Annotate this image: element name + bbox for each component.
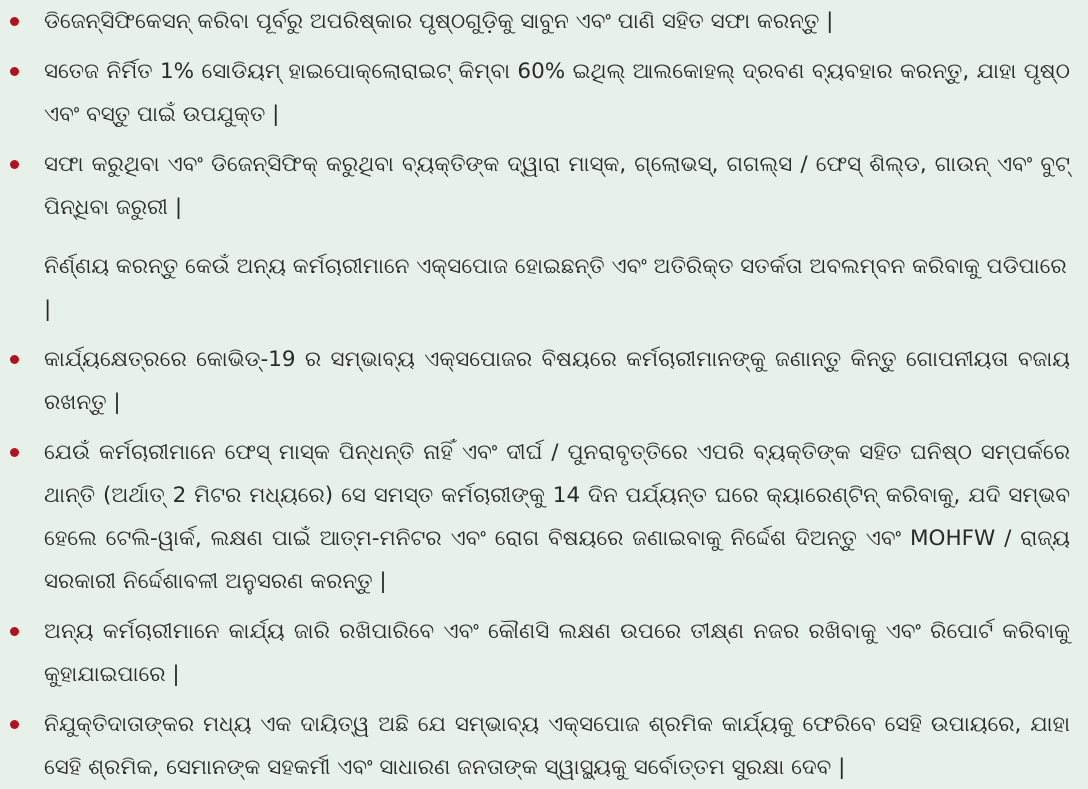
list-item — [10, 338, 1070, 424]
list-item-text: ଅନ୍ୟ କର୍ମଚାରୀମାନେ କାର୍ଯ୍ୟ ଜାରି ରଖିପାରିବେ ଏବଂ କୌଣସି ଲକ୍ଷଣ ଉପରେ ତୀକ୍ଷ୍ଣ ନଜର ରଖିବାକୁ ଏବଂ ରିପୋର୍ଟ କରିବାକୁ କୁହାଯାଇପାରେ | — [44, 619, 1070, 687]
bullet-icon — [10, 67, 19, 76]
list-item-text: ଡିଜେନ୍ସିଫିକେସନ୍ କରିବା ପୂର୍ବରୁ ଅପରିଷ୍କାର ପୃଷ୍ଠଗୁଡ଼ିକୁ ସାବୁନ ଏବଂ ପାଣି ସହିତ ସଫା କରନ୍ତୁ | — [44, 9, 834, 34]
bullet-icon — [10, 355, 19, 364]
list-item — [10, 50, 1070, 136]
list-item — [10, 703, 1070, 789]
bullet-icon — [10, 448, 19, 457]
note-paragraph: ନିର୍ଣ୍ଣୟ କରନ୍ତୁ କେଉଁ ଅନ୍ୟ କର୍ମଚାରୀମାନେ ଏକ୍ସପୋଜ ହୋଇଛନ୍ତି ଏବଂ ଅତିରିକ୍ତ ସତର୍କତା ଅବଲମ୍ବନ କରିବାକୁ ପଡିପାରେ | — [44, 254, 1067, 322]
list-item-text: ସତେଜ ନିର୍ମିତ 1% ସୋଡିୟମ୍ ହାଇପୋକ୍ଲୋରାଇଟ୍ କିମ୍ବା 60% ଇଥିଲ୍ ଆଲକୋହଲ୍ ଦ୍ରବଣ ବ୍ୟବହାର କରନ୍ତୁ, ଯାହା ପୃଷ୍ଠ ଏବଂ ବସ୍ତୁ ପାଇଁ ଉପଯୁକ୍ତ | — [44, 59, 1070, 127]
bullet-list-bottom — [10, 338, 1070, 789]
list-item-text: କାର୍ଯ୍ୟକ୍ଷେତ୍ରରେ କୋଭିଡ୍-19 ର ସମ୍ଭାବ୍ୟ ଏକ୍ସପୋଜର ବିଷୟରେ କର୍ମଚାରୀମାନଙ୍କୁ ଜଣାନ୍ତୁ କିନ୍ତୁ ଗୋପନୀୟତା ବଜାୟ ରଖନ୍ତୁ | — [44, 347, 1070, 415]
bullet-icon — [10, 17, 19, 26]
list-item-text: ନିଯୁକ୍ତିଦାତାଙ୍କର ମଧ୍ୟ ଏକ ଦାୟିତ୍ୱ ଅଛି ଯେ ସମ୍ଭାବ୍ୟ ଏକ୍ସପୋଜ ଶ୍ରମିକ କାର୍ଯ୍ୟକୁ ଫେରିବେ ସେହି ଉପାୟରେ, ଯାହା ସେହି ଶ୍ରମିକ, ସେମାନଙ୍କ ସହକର୍ମୀ ଏବଂ ସାଧାରଣ ଜନତାଙ୍କ ସ୍ୱାସ୍ଥ୍ୟକୁ ସର୍ବୋତ୍ତମ ସୁରକ୍ଷା ଦେବ | — [44, 712, 1070, 780]
list-item — [10, 431, 1070, 603]
list-item — [10, 0, 1070, 43]
list-item-text: ସଫା କରୁଥିବା ଏବଂ ଡିଜେନ୍ସିଫିକ୍ କରୁଥିବା ବ୍ୟକ୍ତିଙ୍କ ଦ୍ୱାରା ମାସ୍କ, ଗ୍ଲୋଭସ୍, ଗଗଲ୍ସ / ଫେସ୍ ଶିଲ୍ଡ, ଗାଉନ୍ ଏବଂ ବୁଟ୍ ପିନ୍ଧିବା ଜରୁରୀ | — [44, 152, 1070, 220]
list-item — [10, 610, 1070, 696]
bullet-icon — [10, 160, 19, 169]
list-item-text: ଯେଉଁ କର୍ମଚାରୀମାନେ ଫେସ୍ ମାସ୍କ ପିନ୍ଧନ୍ତି ନାହିଁ ଏବଂ ଦୀର୍ଘ / ପୁନରାବୃତ୍ତିରେ ଏପରି ବ୍ୟକ୍ତିଙ୍କ ସହିତ ଘନିଷ୍ଠ ସମ୍ପର୍କରେ ଥାନ୍ତି (ଅର୍ଥାତ୍ 2 ମିଟର ମଧ୍ୟରେ) ସେ ସମସ୍ତ କର୍ମଚାରୀଙ୍କୁ 14 ଦିନ ପର୍ଯ୍ୟନ୍ତ ଘରେ କ୍ୟାରେଣ୍ଟିନ୍ କରିବାକୁ, ଯଦି ସମ୍ଭବ ହେଲେ ଟେଲି-ୱାର୍କ, ଲକ୍ଷଣ ପାଇଁ ଆତ୍ମ-ମନିଟର ଏବଂ ରୋଗ ବିଷୟରେ ଜଣାଇବାକୁ ନିର୍ଦ୍ଦେଶ ଦିଅନ୍ତୁ ଏବଂ MOHFW / ରାଜ୍ୟ ସରକାରୀ ନିର୍ଦ୍ଦେଶାବଳୀ ଅନୁସରଣ କରନ୍ତୁ | — [44, 440, 1070, 594]
bullet-list-top — [10, 0, 1070, 229]
bullet-icon — [10, 627, 19, 636]
list-item — [10, 143, 1070, 229]
bullet-icon — [10, 720, 19, 729]
